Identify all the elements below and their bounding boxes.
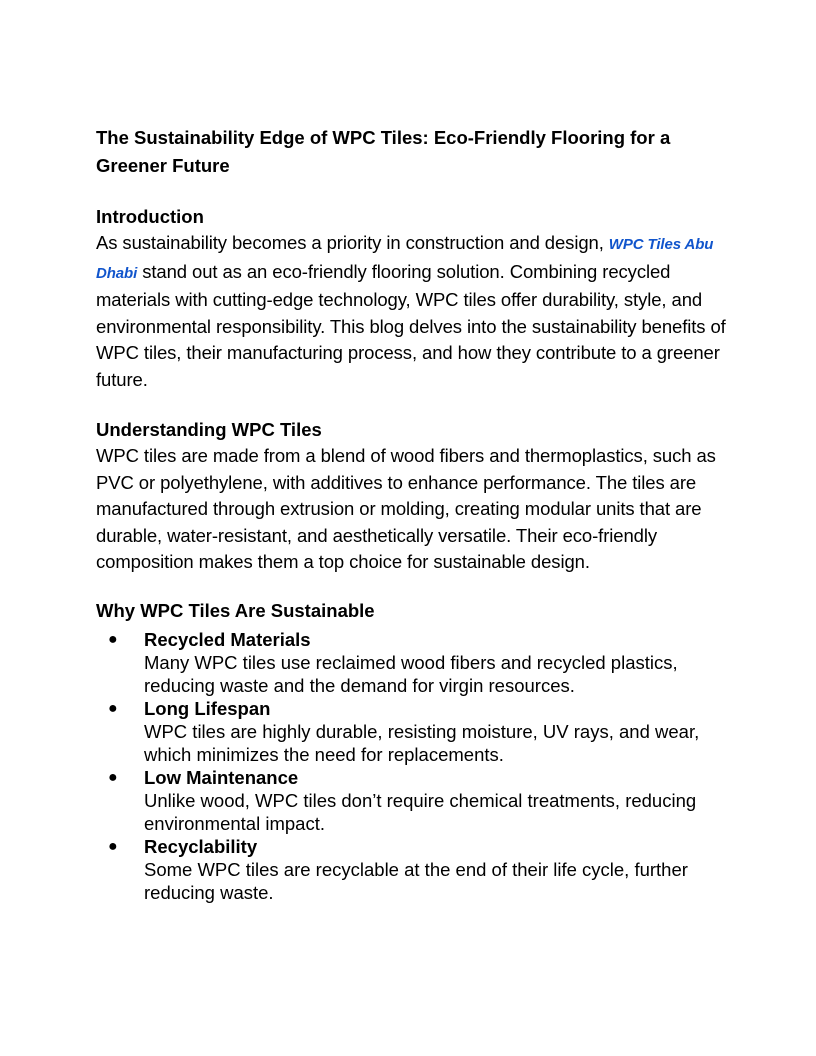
introduction-text-start: As sustainability becomes a priority in construction and design, (96, 232, 609, 253)
introduction-text-end: stand out as an eco-friendly flooring solution. Combining recycled materials with cutting-edge technology, WPC tiles offer durability, style, and environmental responsibility. This blog delves into the sustainability benefits of WPC tiles, their manufacturing process, and how they contribute to a greener future. (96, 260, 726, 390)
bullet-icon: ● (108, 837, 118, 855)
introduction-heading: Introduction (96, 206, 204, 227)
list-item-recyclability (96, 835, 726, 904)
wpc-tiles-abu-dhabi-link[interactable]: WPC Tiles Abu Dhabi (96, 236, 714, 282)
document-page (96, 124, 726, 904)
list-item-title: Recyclability (144, 835, 258, 857)
list-item-text: Unlike wood, WPC tiles don’t require chemical treatments, reducing environmental impact. (144, 789, 697, 834)
list-item-long-lifespan (96, 697, 726, 766)
bullet-icon: ● (108, 768, 118, 786)
document-title: The Sustainability Edge of WPC Tiles: Eco-Friendly Flooring for a Greener Future (96, 127, 671, 176)
list-item-title: Low Maintenance (144, 766, 299, 788)
bullet-icon: ● (108, 699, 118, 717)
list-item-title: Long Lifespan (144, 697, 271, 719)
introduction-paragraph (96, 230, 726, 393)
list-item-title: Recycled Materials (144, 628, 311, 650)
list-item-text: Some WPC tiles are recyclable at the end of their life cycle, further reducing waste. (144, 858, 688, 903)
list-item-low-maintenance (96, 766, 726, 835)
list-item-recycled-materials (96, 628, 726, 697)
bullet-icon: ● (108, 630, 118, 648)
list-item-text: Many WPC tiles use reclaimed wood fibers and recycled plastics, reducing waste and the demand for virgin resources. (144, 651, 678, 696)
understanding-paragraph: WPC tiles are made from a blend of wood fibers and thermoplastics, such as PVC or polyethylene, with additives to enhance performance. The tiles are manufactured through extrusion or molding, creating modular units that are durable, water-resistant, and aesthetically versatile. Their eco-friendly composition makes them a top choice for sustainable design. (96, 445, 716, 572)
sustainability-list (96, 628, 726, 904)
list-item-text: WPC tiles are highly durable, resisting moisture, UV rays, and wear, which minimizes the need for replacements. (144, 720, 700, 765)
why-sustainable-heading: Why WPC Tiles Are Sustainable (96, 599, 375, 621)
understanding-heading: Understanding WPC Tiles (96, 419, 322, 440)
